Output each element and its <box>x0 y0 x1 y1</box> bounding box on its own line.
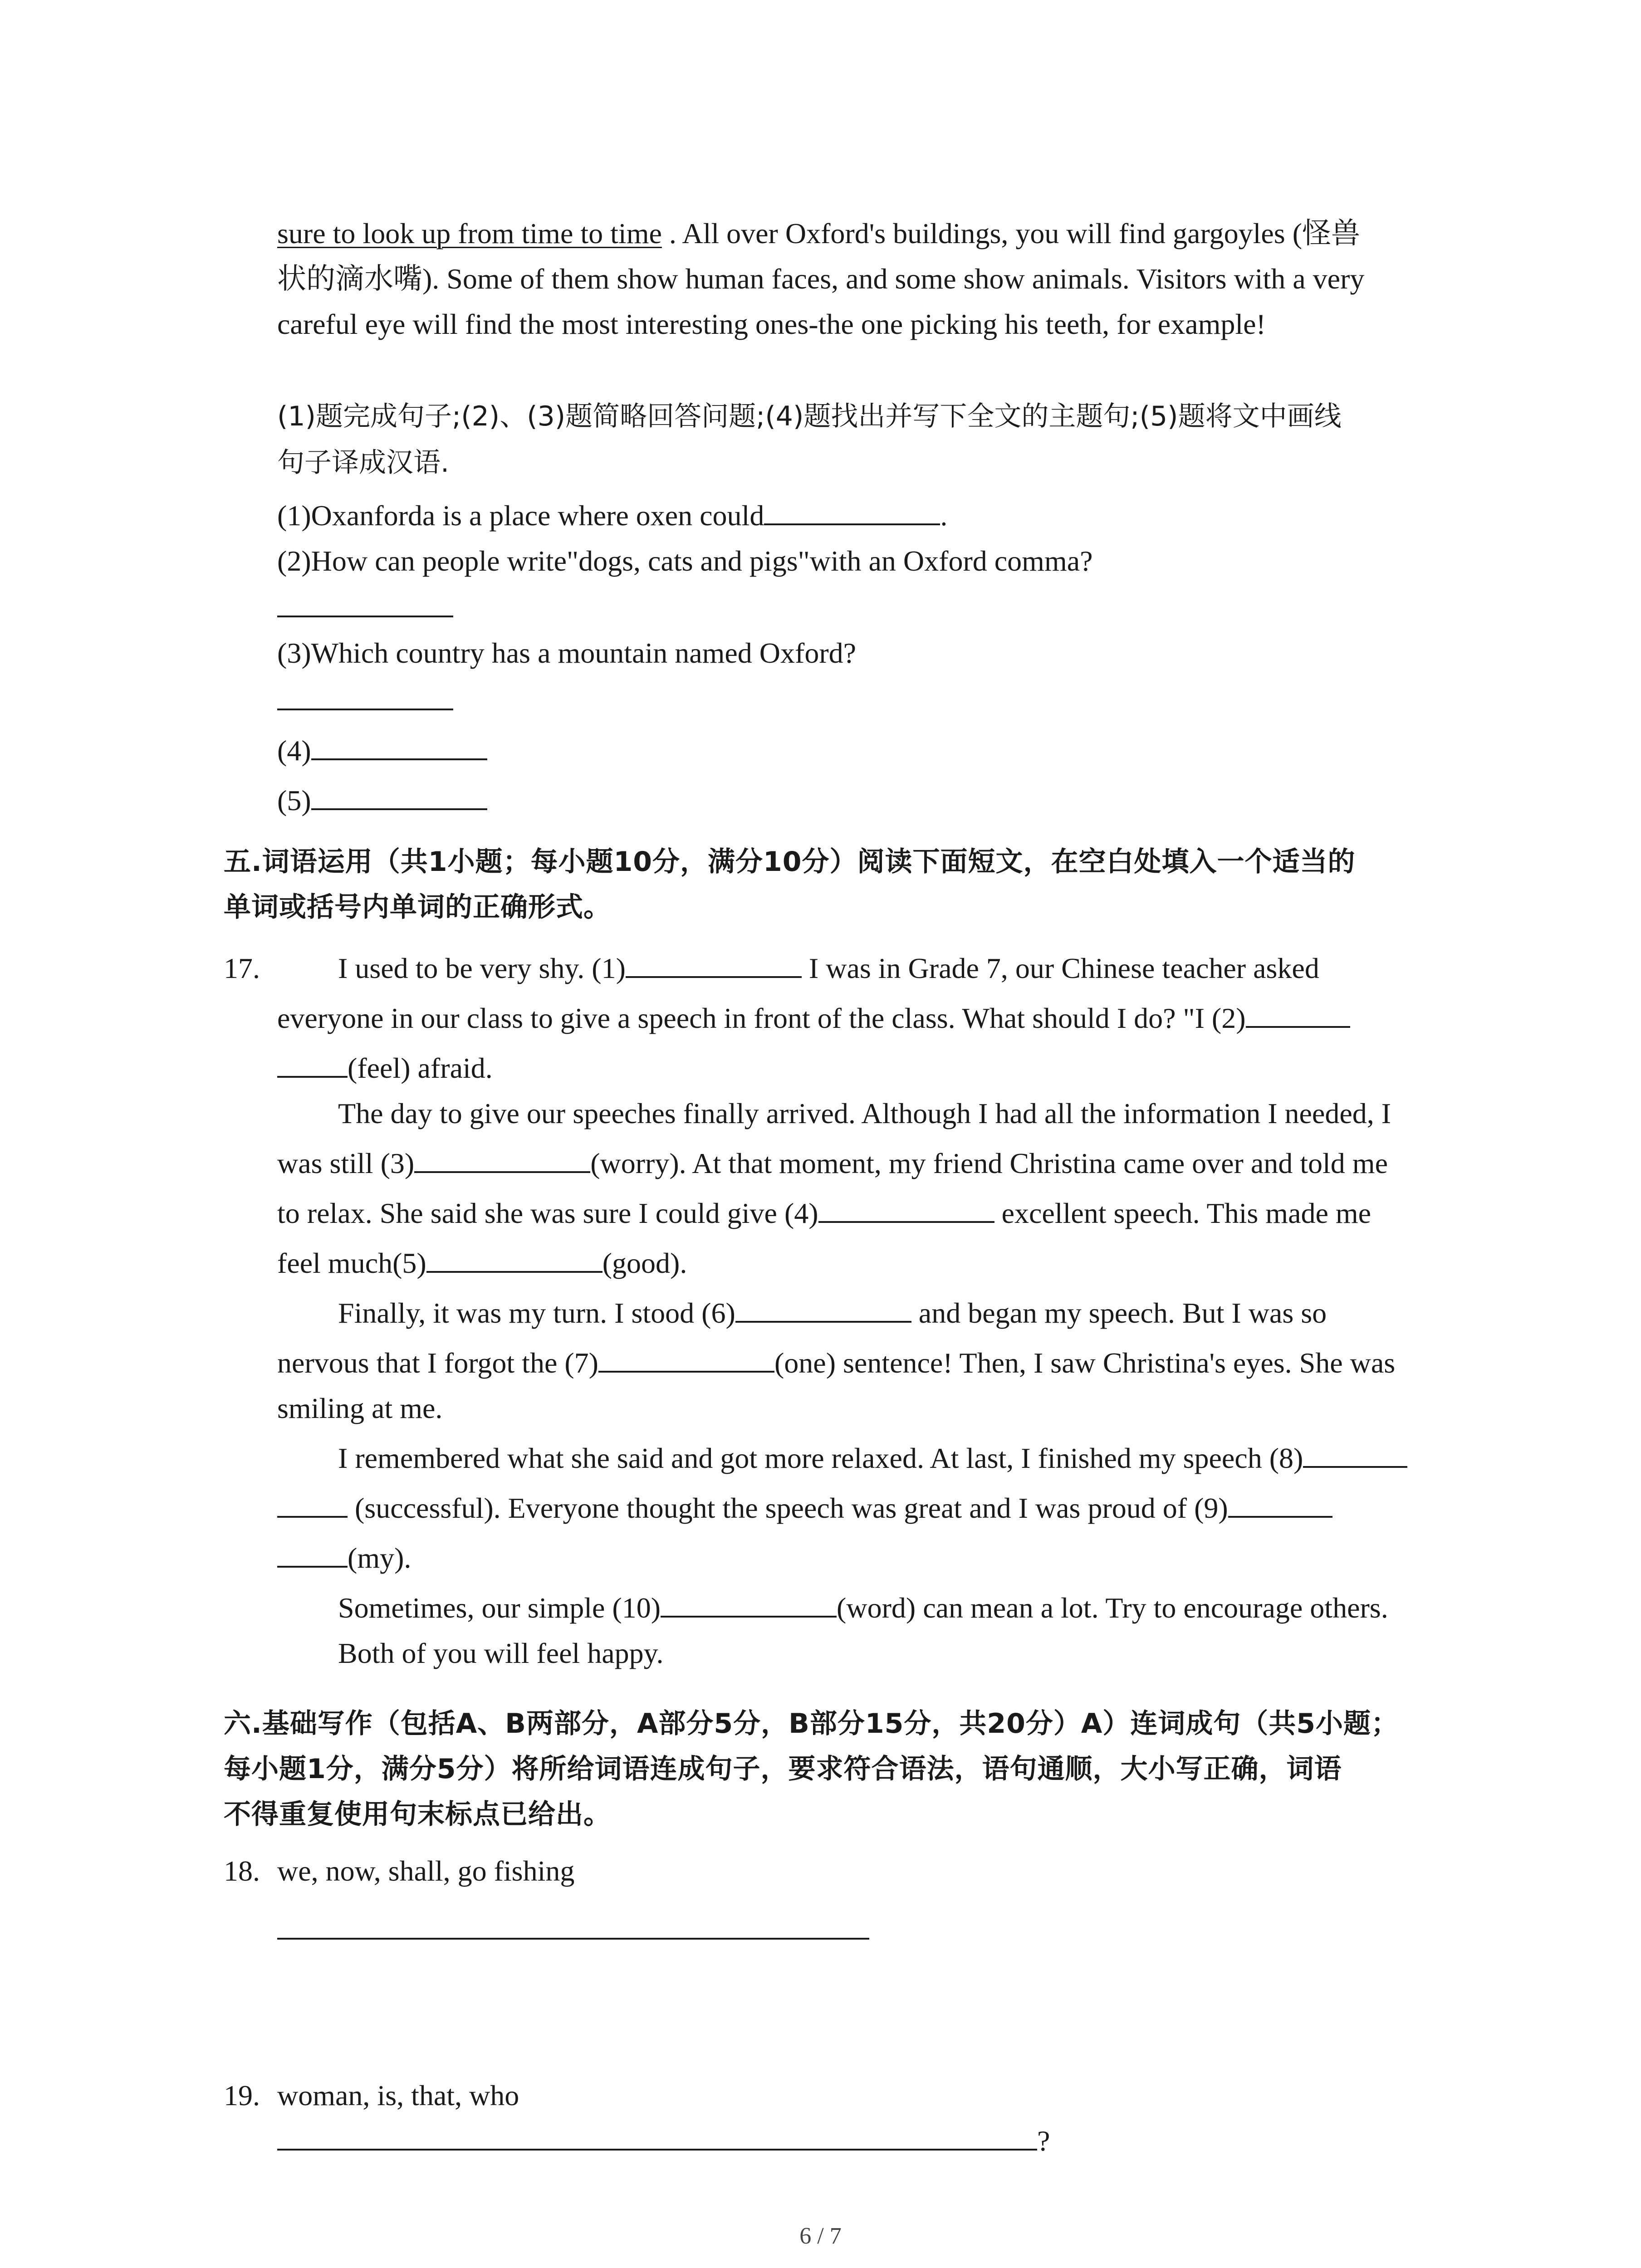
q17-blank-2a[interactable] <box>1246 1001 1350 1028</box>
passage-line-1 <box>277 215 1360 252</box>
q17-line-6 <box>277 1195 1371 1232</box>
q17-blank-7[interactable] <box>598 1345 774 1373</box>
q16-sub5 <box>277 782 487 819</box>
q17-text: (good). <box>602 1247 687 1279</box>
q17-line-7 <box>277 1245 687 1281</box>
q17-text: (successful). Everyone thought the speech was great and I was proud of (9) <box>348 1492 1228 1524</box>
section6-heading-line-1: 六.基础写作（包括A、B两部分，A部分5分，B部分15分，共20分）A）连词成句（共5小题； <box>224 1708 1399 1740</box>
q16-sub5-label: (5) <box>277 784 311 816</box>
q19-words: woman, is, that, who <box>277 2079 519 2112</box>
q16-sub4-blank[interactable] <box>311 733 487 760</box>
section6-heading-line-2: 每小题1分，满分5分）将所给词语连成句子，要求符合语法，语句通顺，大小写正确，词语 <box>224 1753 1342 1785</box>
q17-line-15: Both of you will feel happy. <box>338 1637 664 1669</box>
q19-number: 19. <box>224 2079 260 2112</box>
q16-sub1-blank[interactable] <box>764 498 940 525</box>
q17-text: (worry). At that moment, my friend Christina came over and told me <box>590 1147 1388 1179</box>
q18-answer <box>277 1912 869 1948</box>
q17-text: to relax. She said she was sure I could give (4) <box>277 1197 818 1229</box>
q16-sub2-answer <box>277 590 453 626</box>
q17-text: I used to be very shy. (1) <box>338 952 626 984</box>
q17-blank-9a[interactable] <box>1228 1491 1332 1518</box>
passage-line-1-rest: . All over Oxford's buildings, you will find gargoyles (怪兽 <box>661 217 1360 249</box>
q17-text: and began my speech. But I was so <box>911 1297 1327 1329</box>
q19-end-mark: ? <box>1037 2125 1050 2157</box>
q17-text: I remembered what she said and got more relaxed. At last, I finished my speech (8) <box>338 1442 1303 1474</box>
q18-words: we, now, shall, go fishing <box>277 1855 575 1887</box>
q17-text: (feel) afraid. <box>348 1052 493 1084</box>
q16-sub1-end: . <box>940 499 948 532</box>
q17-blank-9b[interactable] <box>277 1540 348 1568</box>
instructions-line-2: 句子译成汉语. <box>277 447 450 479</box>
q17-text: excellent speech. This made me <box>994 1197 1372 1229</box>
q17-line-12 <box>277 1490 1332 1526</box>
underlined-sentence: sure to look up from time to time <box>277 217 662 249</box>
passage-line-2: 状的滴水嘴). Some of them show human faces, and some show animals. Visitors with a very <box>277 263 1365 295</box>
q17-text: Sometimes, our simple (10) <box>338 1592 661 1624</box>
q16-sub2-blank[interactable] <box>277 590 453 617</box>
instructions-line-1: (1)题完成句子;(2)、(3)题简略回答问题;(4)题找出并写下全文的主题句;(5)题将文中画线 <box>277 401 1342 432</box>
q17-line-2 <box>277 1000 1350 1036</box>
q17-line-13 <box>277 1540 411 1576</box>
q17-line-11 <box>338 1440 1407 1476</box>
q17-line-10: smiling at me. <box>277 1392 443 1424</box>
q16-sub1-text: (1)Oxanforda is a place where oxen could <box>277 499 764 532</box>
passage-line-3: careful eye will find the most interesting ones-the one picking his teeth, for example! <box>277 308 1266 340</box>
q16-sub1 <box>277 498 947 534</box>
q18-number: 18. <box>224 1855 260 1887</box>
q17-text: feel much(5) <box>277 1247 426 1279</box>
q16-sub4-label: (4) <box>277 734 311 767</box>
q16-sub4 <box>277 733 487 769</box>
q16-sub2: (2)How can people write"dogs, cats and pigs"with an Oxford comma? <box>277 545 1093 577</box>
q16-sub3-blank[interactable] <box>277 683 453 710</box>
q17-line-9 <box>277 1345 1395 1381</box>
q17-blank-1[interactable] <box>626 951 802 978</box>
q17-blank-3[interactable] <box>414 1146 590 1173</box>
q17-text: (my). <box>348 1542 411 1574</box>
q17-text: nervous that I forgot the (7) <box>277 1347 598 1379</box>
q17-line-14 <box>338 1590 1388 1626</box>
q19-answer <box>277 2123 1050 2159</box>
q17-line-5 <box>277 1145 1388 1182</box>
q16-sub3-answer <box>277 683 453 719</box>
q17-blank-2b[interactable] <box>277 1051 348 1078</box>
q17-blank-4[interactable] <box>818 1196 994 1223</box>
q17-line-4: The day to give our speeches finally arrived. Although I had all the information I needed, I <box>338 1097 1391 1129</box>
q17-text: everyone in our class to give a speech in front of the class. What should I do? "I (2) <box>277 1002 1246 1034</box>
q19-answer-blank[interactable] <box>277 2123 1037 2151</box>
q17-text: I was in Grade 7, our Chinese teacher asked <box>801 952 1319 984</box>
section5-heading-line-1: 五.词语运用（共1小题；每小题10分，满分10分）阅读下面短文，在空白处填入一个适当的 <box>224 846 1356 878</box>
q17-blank-5[interactable] <box>426 1246 603 1273</box>
q17-number: 17. <box>224 952 260 984</box>
q17-blank-8b[interactable] <box>277 1491 348 1518</box>
q18-answer-blank[interactable] <box>277 1912 869 1940</box>
q17-text: (one) sentence! Then, I saw Christina's eyes. She was <box>774 1347 1396 1379</box>
q16-sub3: (3)Which country has a mountain named Oxford? <box>277 637 857 669</box>
q17-blank-6[interactable] <box>735 1295 911 1323</box>
q17-blank-8a[interactable] <box>1303 1441 1407 1468</box>
page-number: 6 / 7 <box>799 2223 842 2249</box>
q17-text: was still (3) <box>277 1147 415 1179</box>
section5-heading-line-2: 单词或括号内单词的正确形式。 <box>224 891 611 923</box>
q17-text: (word) can mean a lot. Try to encourage others. <box>837 1592 1388 1624</box>
q17-line-1 <box>338 950 1319 987</box>
q17-line-3 <box>277 1050 493 1086</box>
q17-text: Finally, it was my turn. I stood (6) <box>338 1297 735 1329</box>
section6-heading-line-3: 不得重复使用句末标点已给出。 <box>224 1799 611 1830</box>
q17-line-8 <box>338 1295 1327 1331</box>
q16-sub5-blank[interactable] <box>311 783 487 810</box>
q17-blank-10[interactable] <box>661 1590 837 1618</box>
